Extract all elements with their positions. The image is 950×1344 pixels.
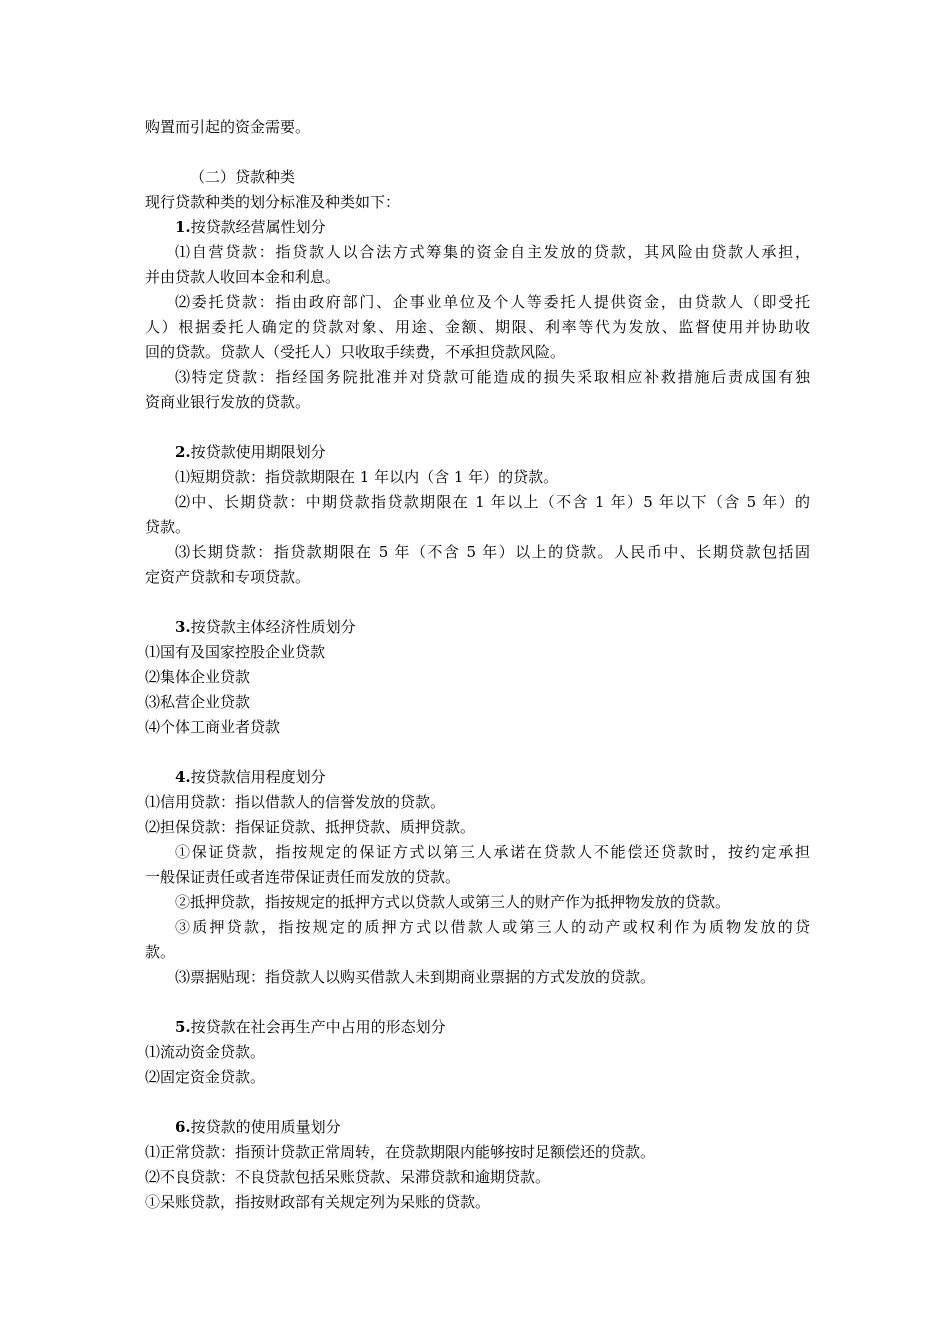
subsection-heading (175, 765, 810, 790)
subsection-heading (175, 615, 810, 640)
section-heading: （二）贷款种类 (190, 168, 296, 186)
paragraph-line: ①呆账贷款，指按财政部有关规定列为呆账的贷款。 (145, 1193, 491, 1211)
heading-number: 2. (175, 443, 191, 461)
heading-number: 1. (175, 218, 191, 236)
heading-number: 4. (175, 768, 191, 786)
paragraph-line: 贷款。 (145, 518, 191, 536)
paragraph-line: 回的贷款。贷款人（受托人）只收取手续费，不承担贷款风险。 (145, 343, 566, 361)
paragraph-line: 资商业银行发放的贷款。 (145, 393, 311, 411)
heading-number: 5. (175, 1018, 191, 1036)
subsection-heading (175, 215, 810, 240)
paragraph-line: ⑴信用贷款：指以借款人的信誉发放的贷款。 (145, 793, 446, 811)
heading-text: 按贷款使用期限划分 (190, 443, 326, 461)
paragraph-line: 现行贷款种类的划分标准及种类如下： (145, 193, 401, 211)
paragraph-line: ②抵押贷款，指按规定的抵押方式以贷款人或第三人的财产作为抵押物发放的贷款。 (175, 893, 731, 911)
paragraph-line: 定资产贷款和专项贷款。 (145, 568, 311, 586)
heading-text: 按贷款信用程度划分 (190, 768, 326, 786)
list-item: ⑴流动资金贷款。 (145, 1043, 266, 1061)
list-item: ⑶私营企业贷款 (145, 693, 251, 711)
paragraph-line: 并由贷款人收回本金和利息。 (145, 268, 341, 286)
paragraph-line: ③质押贷款，指按规定的质押方式以借款人或第三人的动产或权利作为质物发放的贷 (175, 918, 810, 936)
paragraph-line: ⑵中、长期贷款：中期贷款指贷款期限在 1 年以上（不含 1 年）5 年以下（含 5 年）的 (175, 493, 810, 511)
list-item: ⑵固定资金贷款。 (145, 1068, 266, 1086)
list-item: ⑷个体工商业者贷款 (145, 718, 281, 736)
paragraph-line: 款。 (145, 943, 176, 961)
heading-text: 按贷款在社会再生产中占用的形态划分 (190, 1018, 446, 1036)
paragraph-line: ⑶票据贴现：指贷款人以购买借款人未到期商业票据的方式发放的贷款。 (175, 968, 656, 986)
paragraph-line: ①保证贷款，指按规定的保证方式以第三人承诺在贷款人不能偿还贷款时，按约定承担 (175, 843, 810, 861)
heading-text: 按贷款经营属性划分 (190, 218, 326, 236)
paragraph-line: ⑴短期贷款：指贷款期限在 1 年以内（含 1 年）的贷款。 (175, 468, 559, 486)
subsection-heading (175, 1015, 810, 1040)
paragraph-line: 人）根据委托人确定的贷款对象、用途、金额、期限、利率等代为发放、监督使用并协助收 (145, 318, 810, 336)
heading-text: 按贷款主体经济性质划分 (190, 618, 356, 636)
paragraph-line: ⑴正常贷款：指预计贷款正常周转，在贷款期限内能够按时足额偿还的贷款。 (145, 1143, 656, 1161)
paragraph-line: ⑴自营贷款：指贷款人以合法方式筹集的资金自主发放的贷款，其风险由贷款人承担， (175, 243, 810, 261)
paragraph-line: ⑶长期贷款：指贷款期限在 5 年（不含 5 年）以上的贷款。人民币中、长期贷款包括固 (175, 543, 810, 561)
list-item: ⑴国有及国家控股企业贷款 (145, 643, 326, 661)
list-item: ⑵集体企业贷款 (145, 668, 251, 686)
paragraph-line: 一般保证责任或者连带保证责任而发放的贷款。 (145, 868, 461, 886)
subsection-heading (175, 440, 810, 465)
paragraph-line: 购置而引起的资金需要。 (145, 118, 311, 136)
paragraph-line: ⑶特定贷款：指经国务院批准并对贷款可能造成的损失采取相应补救措施后责成国有独 (175, 368, 810, 386)
paragraph-line: ⑵委托贷款：指由政府部门、企事业单位及个人等委托人提供资金，由贷款人（即受托 (175, 293, 810, 311)
paragraph-line: ⑵担保贷款：指保证贷款、抵押贷款、质押贷款。 (145, 818, 476, 836)
heading-text: 按贷款的使用质量划分 (190, 1118, 341, 1136)
heading-number: 6. (175, 1118, 191, 1136)
paragraph-line: ⑵不良贷款：不良贷款包括呆账贷款、呆滞贷款和逾期贷款。 (145, 1168, 551, 1186)
subsection-heading (175, 1115, 810, 1140)
heading-number: 3. (175, 618, 191, 636)
